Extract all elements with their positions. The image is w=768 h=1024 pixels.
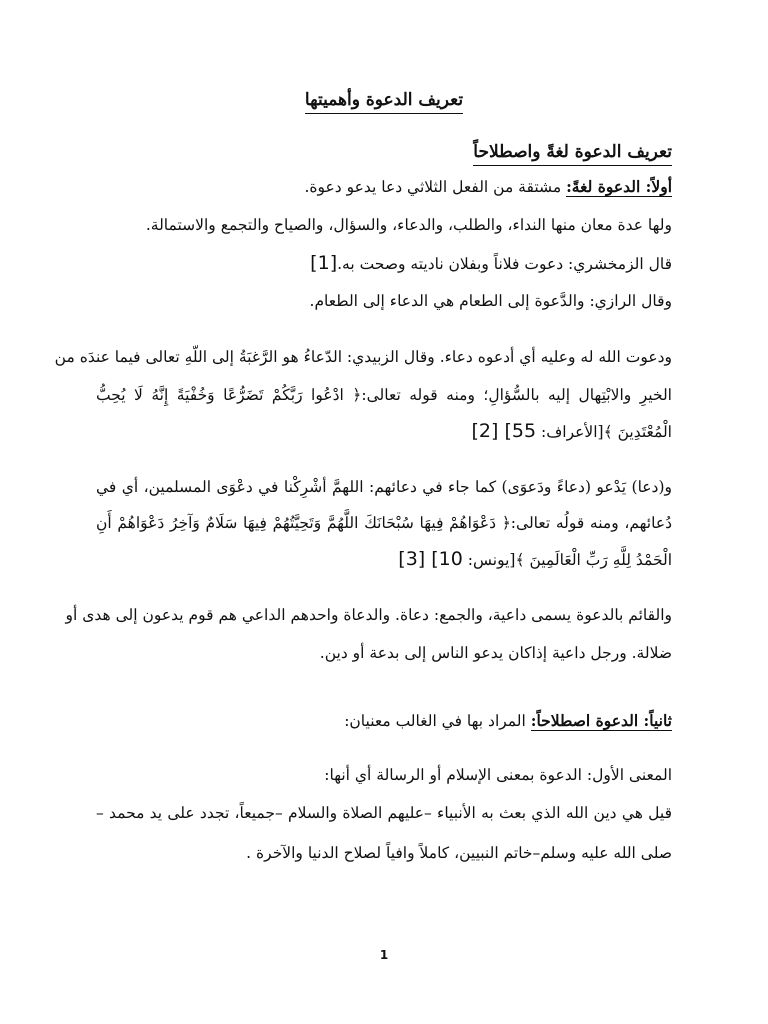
paragraph-line xyxy=(96,250,672,277)
paragraph-line xyxy=(96,174,672,200)
quote-zamakhshari: قال الزمخشري: دعوت فلاناً وبفلان ناديته وصحت به. xyxy=(337,255,672,273)
paragraph-line: والقائم بالدعوة يسمى داعية، والجمع: دعاة. والدعاة واحدهم الداعي هم قوم يدعون إلى هدى أو xyxy=(65,606,672,624)
paragraph-line: صلى الله عليه وسلم–خاتم النبيين، كاملاً وافياً لصلاح الدنيا والآخرة . xyxy=(246,844,672,862)
paragraph-line xyxy=(96,708,672,734)
footnote-ref[interactable]: 55] [2] xyxy=(471,420,537,442)
paragraph-line: المعنى الأول: الدعوة بمعنى الإسلام أو الرسالة أي أنها: xyxy=(324,766,672,784)
paragraph-line: دُعائهم، ومنه قولُه تعالى:﴿ دَعْوَاهُمْ فِيهَا سُبْحَانَكَ اللَّهُمَّ وَتَحِيَّتُهُمْ فِيهَا سَلَامٌ وَآخِرُ دَعْوَاهُمْ أَنِ xyxy=(96,514,672,532)
heading-second: ثانياً: الدعوة اصطلاحاً: xyxy=(530,711,672,730)
section-title: تعريف الدعوة لغةً واصطلاحاً xyxy=(473,142,672,166)
paragraph-line: قيل هي دين الله الذي بعث به الأنبياء –عليهم الصلاة والسلام –جميعاً، تجدد على يد محمد – xyxy=(96,804,672,822)
verse-end: الْحَمْدُ لِلَّهِ رَبِّ الْعَالَمِينَ ﴾[يونس: xyxy=(467,551,672,569)
verse-end: الْمُعْتَدِينَ ﴾[الأعراف: xyxy=(541,423,672,441)
document-page xyxy=(54,0,672,1024)
paragraph-line: و(دعا) يَدْعو (دعاءً ودَعوَى) كما جاء في دعائهم: اللهمَّ أشْرِكْنا في دعْوَى المسلمين، أي في xyxy=(96,478,672,496)
paragraph-line xyxy=(96,418,672,445)
document-title: تعريف الدعوة وأهميتها xyxy=(96,90,672,110)
paragraph-line: ضلالة. ورجل داعية إذاكان يدعو الناس إلى بدعة أو دين. xyxy=(319,644,672,662)
paragraph-line: الخيرِ والابْتِهال إليه بالسُّؤالِ؛ ومنه قوله تعالى:﴿ ادْعُوا رَبَّكُمْ تَضَرُّعًا وَخُفْيَةً إِنَّهُ لَا يُحِبُّ xyxy=(96,386,672,404)
footnote-ref[interactable]: 10] [3] xyxy=(398,548,463,570)
paragraph-line xyxy=(96,546,672,573)
paragraph-line: وقال الرازي: والدَّعوة إلى الطعام هي الدعاء إلى الطعام. xyxy=(309,292,672,310)
first-definition: مشتقة من الفعل الثلاثي دعا يدعو دعوة. xyxy=(304,178,562,196)
page-number: 1 xyxy=(379,948,389,962)
second-definition: المراد بها في الغالب معنيان: xyxy=(344,712,526,730)
heading-first: أولاً: الدعوة لغةً: xyxy=(566,177,672,196)
paragraph-line: ولها عدة معان منها النداء، والطلب، والدعاء، والسؤال، والصياح والتجمع والاستمالة. xyxy=(145,216,672,234)
footnote-ref[interactable]: [1] xyxy=(310,252,338,274)
paragraph-line: ودعوت الله له وعليه أي أدعوه دعاء. وقال الزبيدي: الدّعاءُ هو الرَّغبَةُ إلى اللّهِ تعالى فيما عندَه من xyxy=(54,348,672,366)
